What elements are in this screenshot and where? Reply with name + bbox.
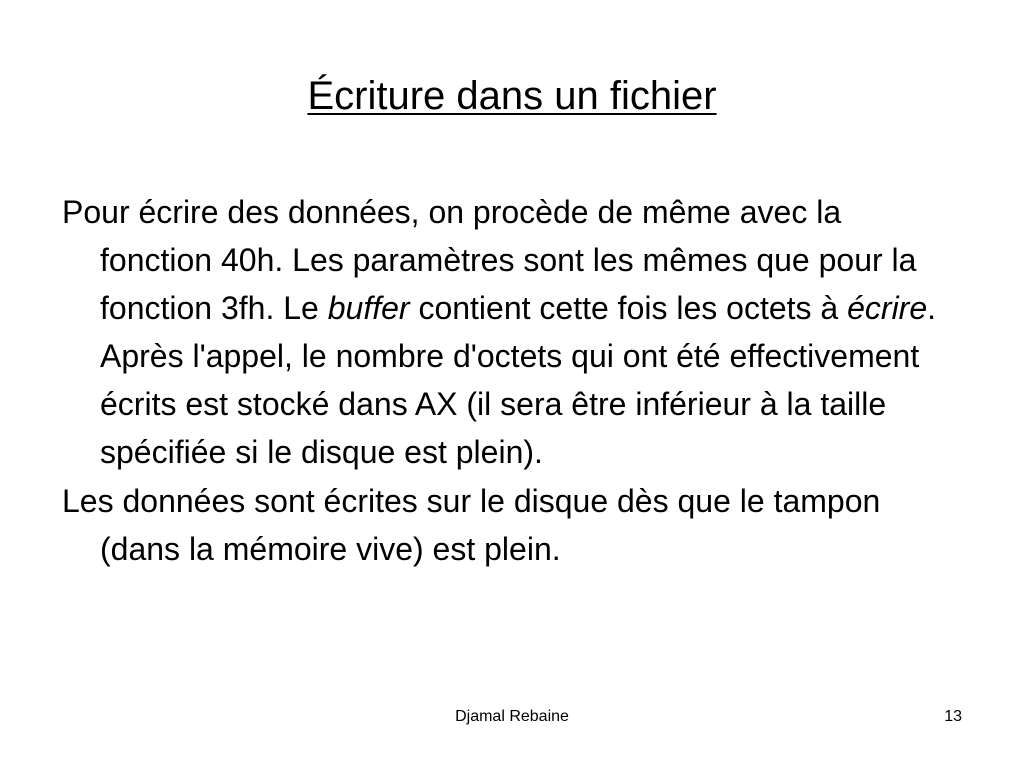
slide-title: Écriture dans un fichier — [307, 74, 717, 118]
footer-author: Djamal Rebaine — [455, 708, 569, 725]
paragraph-1-emphasis-ecrire: écrire — [847, 290, 928, 326]
paragraph-1-text-c: . Après l'appel, le nombre d'octets qui ont été effectivement écrits est stocké dans AX (il sera être inférieur à la taille spécifiée si le disque est plein). — [100, 290, 937, 470]
page-number: 13 — [944, 708, 962, 725]
paragraph-1-text-b: contient cette fois les octets à — [409, 290, 848, 326]
slide-body — [62, 188, 962, 574]
paragraph-1 — [62, 188, 962, 476]
paragraph-1-text-a: Pour écrire des données, on procède de même avec la fonction 40h. Les paramètres sont les mêmes que pour la fonction 3fh. Le — [62, 194, 917, 326]
paragraph-1-emphasis-buffer: buffer — [327, 290, 410, 326]
paragraph-2: Les données sont écrites sur le disque dès que le tampon (dans la mémoire vive) est plein. — [62, 483, 881, 567]
